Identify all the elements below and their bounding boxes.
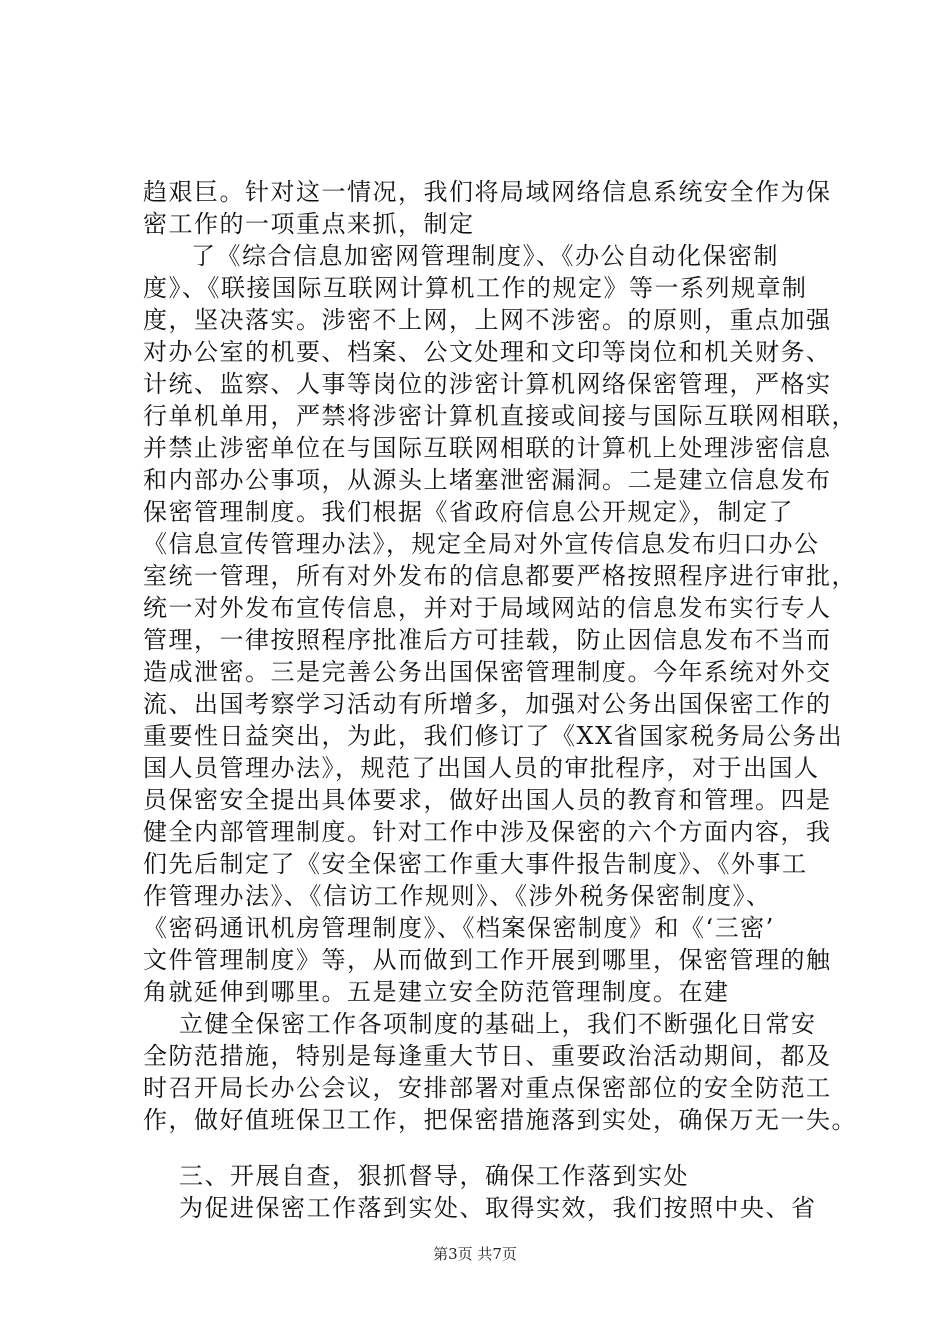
text-line: 度》、《联接国际互联网计算机工作的规定》等一系列规章制 [143, 274, 808, 302]
text-line: 管理，一律按照程序批准后方可挂载，防止因信息发布不当而 [143, 626, 832, 654]
text-line: 立健全保密工作各项制度的基础上，我们不断强化日常安 [179, 1010, 817, 1038]
text-line: 并禁止涉密单位在与国际互联网相联的计算机上处理涉密信息 [143, 434, 832, 462]
text-line: 流、出国考察学习活动有所增多，加强对公务出国保密工作的 [143, 690, 832, 718]
text-line: 作，做好值班保卫工作，把保密措施落到实处，确保万无一失。 [143, 1106, 857, 1134]
text-line: 趋艰巨。针对这一情况，我们将局域网络信息系统安全作为保 [143, 178, 832, 206]
text-line: 密工作的一项重点来抓，制定 [143, 210, 475, 238]
paragraph-3 [143, 1008, 857, 1136]
text-line: 保密管理制度。我们根据《省政府信息公开规定》，制定了 [143, 498, 794, 526]
paragraph-2 [143, 240, 857, 1008]
text-line: 健全内部管理制度。针对工作中涉及保密的六个方面内容，我 [143, 818, 832, 846]
text-line: 重要性日益突出，为此，我们修订了《XX省国家税务局公务出 [143, 722, 844, 750]
text-line: 造成泄密。三是完善公务出国保密管理制度。今年系统对外交 [143, 658, 832, 686]
text-line: 《信息宣传管理办法》，规定全局对外宣传信息发布归口办公 [143, 530, 820, 558]
document-body [143, 176, 857, 1224]
section-heading: 三、开展自查，狠抓督导，确保工作落到实处 [179, 1162, 689, 1190]
text-line: 室统一管理，所有对外发布的信息都要严格按照程序进行审批， [143, 562, 857, 590]
text-line: 时召开局长办公会议，安排部署对重点保密部位的安全防范工 [143, 1074, 832, 1102]
text-line: 全防范措施，特别是每逢重大节日、重要政治活动期间，都及 [143, 1042, 832, 1070]
text-line: 对办公室的机要、档案、公文处理和文印等岗位和机关财务、 [143, 338, 832, 366]
paragraph-gap [143, 1136, 843, 1160]
text-line: 文件管理制度》等，从而做到工作开展到哪里，保密管理的触 [143, 946, 832, 974]
text-line: 计统、监察、人事等岗位的涉密计算机网络保密管理，严格实 [143, 370, 832, 398]
paragraph-1 [143, 176, 843, 240]
text-line: 《密码通讯机房管理制度》、《档案保密制度》和《‘三密’ [143, 914, 775, 942]
text-line: 员保密安全提出具体要求，做好出国人员的教育和管理。四是 [143, 786, 832, 814]
text-line: 们先后制定了《安全保密工作重大事件报告制度》、《外事工 [143, 850, 808, 878]
text-line: 作管理办法》、《信访工作规则》、《涉外税务保密制度》、 [143, 882, 772, 910]
text-line: 行单机单用，严禁将涉密计算机直接或间接与国际互联网相联， [143, 402, 857, 430]
text-line: 为促进保密工作落到实处、取得实效，我们按照中央、省 [179, 1194, 817, 1222]
text-line: 统一对外发布宣传信息，并对于局域网站的信息发布实行专人 [143, 594, 832, 622]
text-line: 度，坚决落实。涉密不上网，上网不涉密。的原则，重点加强 [143, 306, 832, 334]
text-line: 和内部办公事项，从源头上堵塞泄密漏洞。二是建立信息发布 [143, 466, 832, 494]
text-line: 国人员管理办法》，规范了出国人员的审批程序，对于出国人 [143, 754, 820, 782]
text-line: 角就延伸到哪里。五是建立安全防范管理制度。在建 [143, 978, 730, 1006]
page-number-footer: 第3页 共7页 [433, 1245, 517, 1263]
text-line: 了《综合信息加密网管理制度》、《办公自动化保密制 [191, 242, 779, 270]
